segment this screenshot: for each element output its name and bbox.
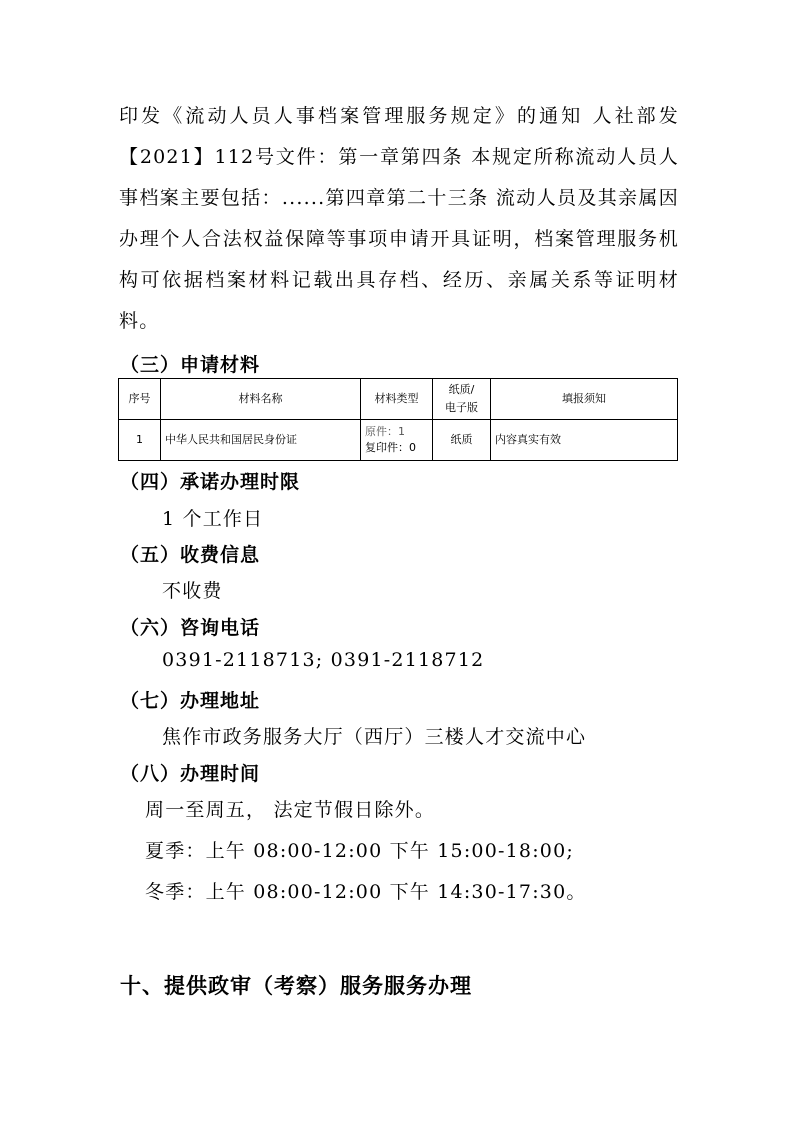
cell-type [361, 420, 433, 461]
address-value: 焦作市政务服务大厅（西厅）三楼人才交流中心 [162, 726, 587, 748]
header-type: 材料类型 [361, 379, 433, 420]
hours-summer: 夏季：上午 08:00-12:00 下午 15:00-18:00; [145, 840, 574, 862]
phone-heading: （六）咨询电话 [120, 617, 261, 639]
table-header-row [119, 379, 678, 420]
phone-value: 0391-2118713; 0391-2118712 [162, 649, 485, 671]
fee-value: 不收费 [162, 580, 223, 602]
header-notes: 填报须知 [491, 379, 678, 420]
time-limit-heading: （四）承诺办理时限 [120, 471, 301, 493]
fee-heading: （五）收费信息 [120, 544, 261, 566]
materials-heading: （三）申请材料 [120, 354, 261, 376]
hours-winter: 冬季：上午 08:00-12:00 下午 14:30-17:30。 [145, 881, 587, 903]
hours-heading: （八）办理时间 [120, 763, 261, 785]
hours-days: 周一至周五， 法定节假日除外。 [145, 799, 436, 821]
cell-index: 1 [119, 420, 161, 461]
address-heading: （七）办理地址 [120, 690, 261, 712]
cell-format: 纸质 [433, 420, 491, 461]
cell-type-copy: 复印件：0 [365, 441, 416, 454]
header-name: 材料名称 [161, 379, 361, 420]
time-limit-value: 1 个工作日 [162, 508, 264, 530]
cell-name: 中华人民共和国居民身份证 [161, 420, 361, 461]
table-row [119, 420, 678, 461]
header-index: 序号 [119, 379, 161, 420]
header-format-line1: 纸质/ [448, 383, 475, 396]
cell-notes: 内容真实有效 [491, 420, 678, 461]
section-ten-heading: 十、提供政审（考察）服务服务办理 [120, 974, 472, 998]
materials-table [118, 378, 678, 461]
intro-paragraph: 印发《流动人员人事档案管理服务规定》的通知 人社部发【2021】112号文件：第一章第四条 本规定所称流动人员人事档案主要包括：......第四章第二十三条 流动人员及其亲属因办理个人合法权益保障等事项申请开具证明，档案管理服务机构可依据档案材料记载出具存档、经历、亲属关系等证明材料。 [119, 105, 679, 332]
cell-type-original: 原件：1 [365, 425, 405, 438]
header-format [433, 379, 491, 420]
header-format-line2: 电子版 [445, 401, 478, 414]
